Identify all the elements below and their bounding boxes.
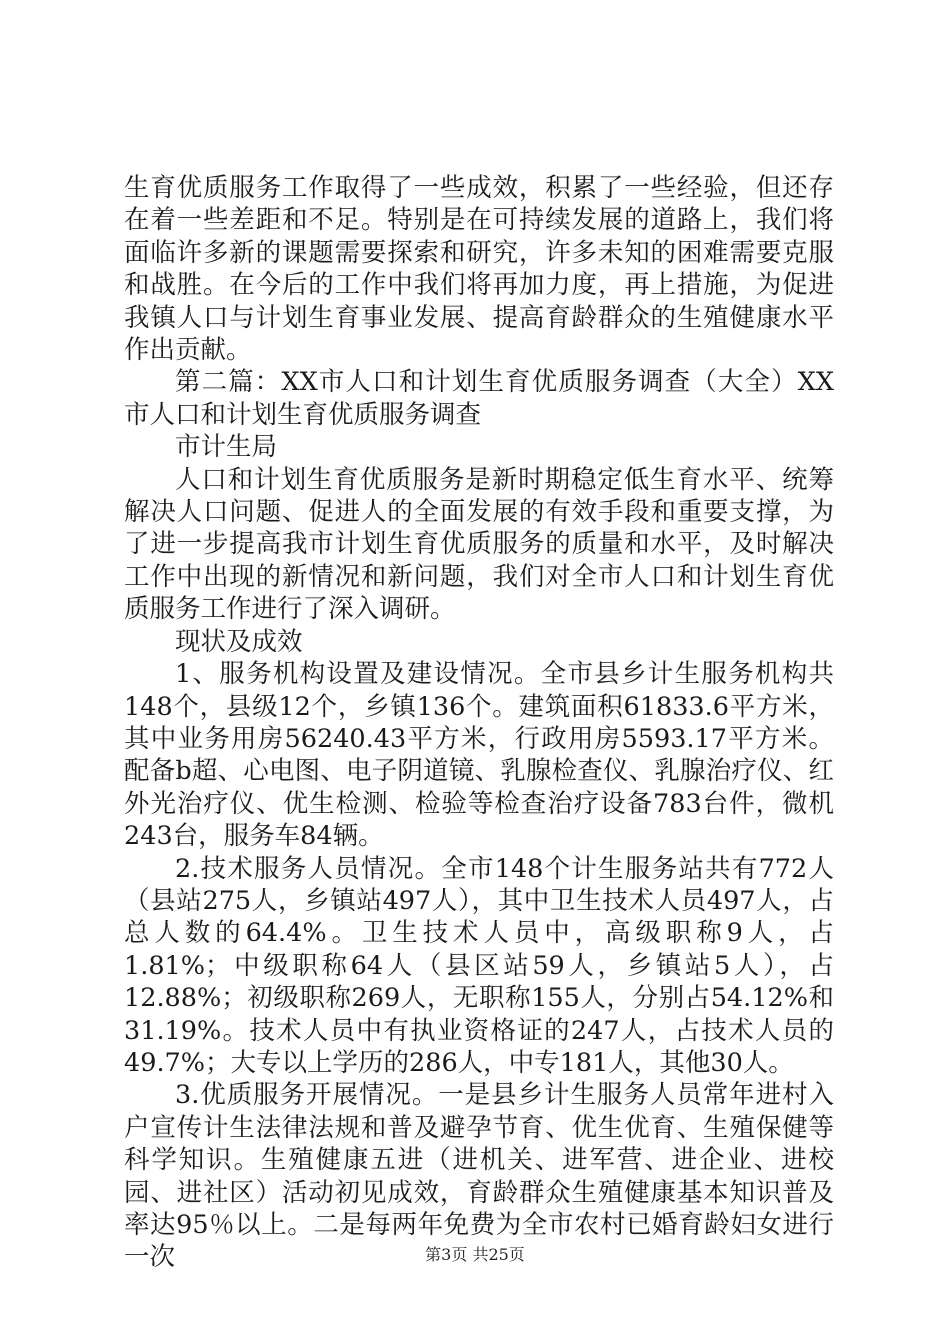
paragraph-6: 1、服务机构设置及建设情况。全市县乡计生服务机构共148个，县级12个，乡镇136个。建筑面积61833.6平方米，其中业务用房56240.43平方米，行政用房5593.17平方米。配备b超、心电图、电子阴道镜、乳腺检查仪、乳腺治疗仪、红外光治疗仪、优生检测、检验等检查治疗设备783台件，微机243台，服务车84辆。 xyxy=(124,659,834,852)
paragraph-5-heading: 现状及成效 xyxy=(175,626,303,657)
paragraph-4: 人口和计划生育优质服务是新时期稳定低生育水平、统筹解决人口问题、促进人的全面发展的有效手段和重要支撑，为了进一步提高我市计划生育优质服务的质量和水平，及时解决工作中出现的新情况和新问题，我们对全市人口和计划生育优质服务工作进行了深入调研。 xyxy=(124,464,834,625)
paragraph-7: 2.技术服务人员情况。全市148个计生服务站共有772人（县站275人，乡镇站497人），其中卫生技术人员497人，占总人数的64.4%。卫生技术人员中，高级职称9人，占1.81%；中级职称64人（县区站59人，乡镇站5人），占12.88%；初级职称269人，无职称155人，分别占54.12%和31.19%。技术人员中有执业资格证的247人，占技术人员的49.7%；大专以上学历的286人，中专181人，其他30人。 xyxy=(124,853,834,1078)
paragraph-8: 3.优质服务开展情况。一是县乡计生服务人员常年进村入户宣传计生法律法规和普及避孕节育、优生优育、生殖保健等科学知识。生殖健康五进（进机关、进军营、进企业、进校园、进社区）活动初见成效，育龄群众生殖健康基本知识普及率达95％以上。二是每两年免费为全市农村已婚育龄妇女进行一次 xyxy=(124,1080,834,1273)
document-body xyxy=(124,172,834,1274)
paragraph-3-author: 市计生局 xyxy=(175,432,278,463)
paragraph-1: 生育优质服务工作取得了一些成效，积累了一些经验，但还存在着一些差距和不足。特别是在可持续发展的道路上，我们将面临许多新的课题需要探索和研究，许多未知的困难需要克服和战胜。在今后的工作中我们将再加力度，再上措施，为促进我镇人口与计划生育事业发展、提高育龄群众的生殖健康水平作出贡献。 xyxy=(124,173,834,366)
paragraph-2-section-title: 第二篇：XX市人口和计划生育优质服务调查（大全）XX市人口和计划生育优质服务调查 xyxy=(124,367,834,430)
page-number-footer: 第3页 共25页 xyxy=(425,1245,525,1264)
